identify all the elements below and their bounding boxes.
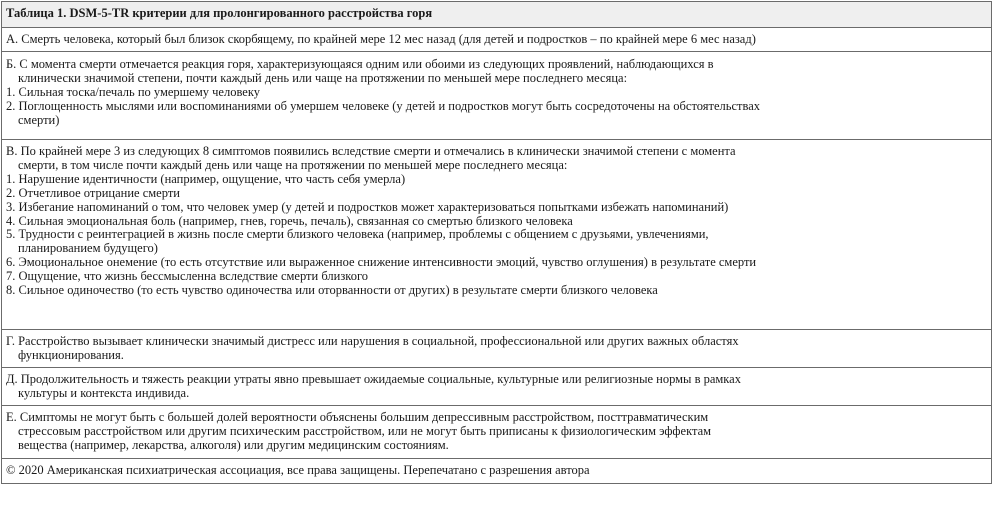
criterion-c-item-4: 4. Сильная эмоциональная боль (например, гнев, горечь, печаль), связанная со смертью близкого человека (6, 213, 573, 228)
criterion-c-intro-line-2: смерти, в том числе почти каждый день или чаще на протяжении по меньшей мере последнего месяца: (18, 157, 568, 172)
criterion-b-row (2, 51, 991, 139)
dsm-criteria-table (1, 1, 992, 484)
criterion-c-item-8: 8. Сильное одиночество (то есть чувство одиночества или оторванности от других) в результате смерти близкого человека (6, 283, 658, 298)
criterion-e-line-2: стрессовым расстройством или другим психическим расстройством, или не могут быть приписаны к физиологическим эффектам (18, 423, 712, 438)
criterion-e-line-3: вещества (например, лекарства, алкоголя) или другим медицинским состояниям. (18, 437, 449, 452)
criterion-g-line-2: функционирования. (18, 347, 124, 362)
criterion-c-item-2: 2. Отчетливое отрицание смерти (6, 185, 180, 200)
criterion-c-item-5-line-2: планированием будущего) (18, 241, 158, 256)
criterion-a-row (2, 27, 991, 51)
criterion-d-line-1: Д. Продолжительность и тяжесть реакции утраты явно превышает ожидаемые социальные, культурные или религиозные нормы в рамках (6, 372, 741, 386)
criterion-e-line-1: Е. Симптомы не могут быть с большей долей вероятности объяснены большим депрессивным расстройством, посттравматическим (6, 410, 709, 424)
criterion-c-item-3: 3. Избегание напоминаний о том, что человек умер (у детей и подростков может характеризоваться попытками избежать напоминаний) (6, 199, 729, 214)
table-title: Таблица 1. DSM-5-TR критерии для пролонгированного расстройства горя (2, 2, 991, 27)
criterion-c-item-6: 6. Эмоциональное онемение (то есть отсутствие или выраженное снижение интенсивности эмоций, чувство оглушения) в результате смерти (6, 255, 757, 270)
criterion-d-line-2: культуры и контекста индивида. (18, 385, 190, 400)
criterion-b-item-2-line-2: смерти) (18, 112, 60, 127)
criterion-b-intro-line-2: клинически значимой степени, почти каждый день или чаще на протяжении по меньшей мере последнего месяца: (18, 70, 628, 85)
criterion-c-row (2, 139, 991, 329)
criterion-c-intro-line-1: В. По крайней мере 3 из следующих 8 симптомов появились вследствие смерти и отмечались в клинически значимой степени с момента (6, 144, 736, 158)
criterion-b-intro-line-1: Б. С момента смерти отмечается реакция горя, характеризующаяся одним или обоими из следующих проявлений, наблюдающихся в (6, 57, 714, 71)
criterion-c-item-1: 1. Нарушение идентичности (например, ощущение, что часть себя умерла) (6, 171, 406, 186)
criterion-c-item-5-line-1: 5. Трудности с реинтеграцией в жизнь после смерти близкого человека (например, проблемы с общением с друзьями, увлечениями, (6, 227, 709, 242)
criterion-g-row (2, 329, 991, 367)
criterion-g-line-1: Г. Расстройство вызывает клинически значимый дистресс или нарушения в социальной, профессиональной или других важных областях (6, 334, 739, 348)
criterion-a-text: А. Смерть человека, который был близок скорбящему, по крайней мере 12 мес назад (для детей и подростков – по крайней мере 6 мес назад) (6, 32, 756, 46)
copyright-row (2, 458, 991, 483)
criterion-e-row (2, 405, 991, 458)
criterion-b-item-2-line-1: 2. Поглощенность мыслями или воспоминаниями об умершем человеке (у детей и подростков могут быть сосредоточены на обстоятельствах (6, 98, 761, 113)
criterion-d-row (2, 367, 991, 405)
criterion-c-item-7: 7. Ощущение, что жизнь бессмысленна вследствие смерти близкого (6, 269, 369, 284)
criterion-b-item-1: 1. Сильная тоска/печаль по умершему человеку (6, 84, 260, 99)
copyright-text: © 2020 Американская психиатрическая ассоциация, все права защищены. Перепечатано с разрешения автора (6, 463, 590, 477)
